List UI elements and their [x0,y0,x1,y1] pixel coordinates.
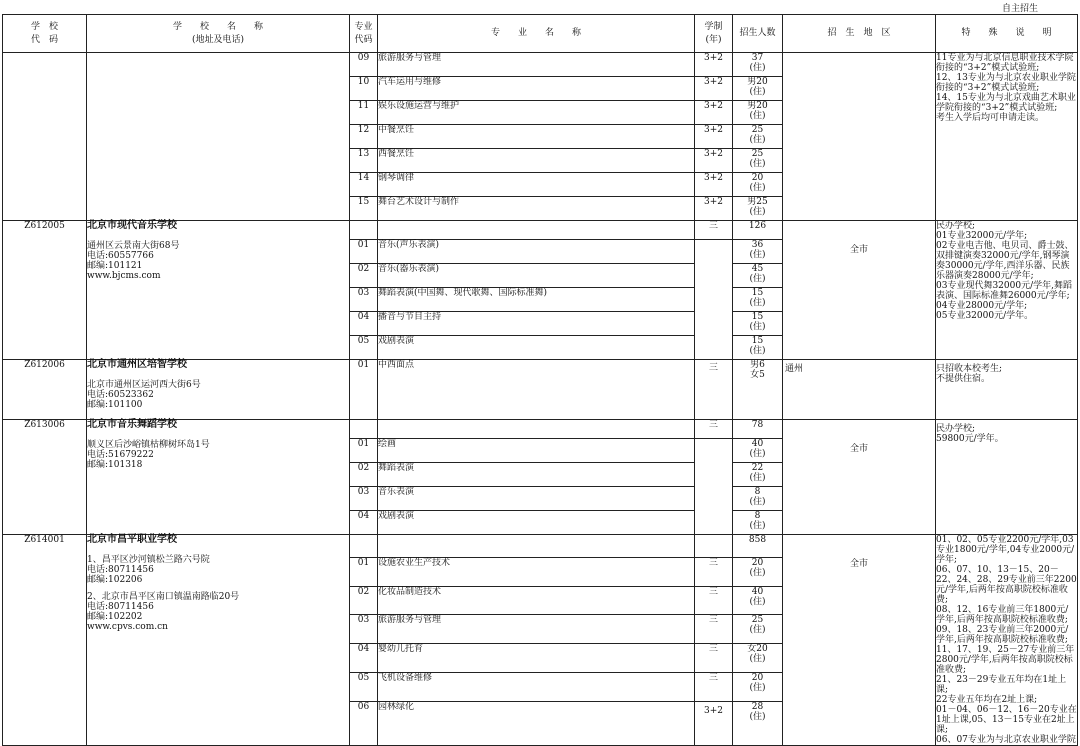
major-code: 04 [350,312,378,336]
duration: 三 [695,221,733,240]
region: 全市 [783,221,936,360]
major-code: 13 [350,149,378,173]
header-school-code: 学 校 代 码 [3,15,87,53]
major-name: 汽车运用与维修 [378,77,695,101]
school-header-row [3,420,1078,439]
region-cell [783,53,936,221]
major-name: 绘画 [378,439,695,463]
school-code: Z612006 [3,360,87,420]
enrollment-count: 40 (住) [733,586,783,615]
enrollment-count: 28 (住) [733,701,783,745]
major-name: 舞蹈表演(中国舞、现代歌舞、国际标准舞) [378,288,695,312]
major-code: 01 [350,439,378,463]
header-major-code: 专业 代码 [350,15,378,53]
enrollment-count: 40 (住) [733,439,783,463]
enrollment-count: 8 (住) [733,487,783,511]
major-name: 化妆品制造技术 [378,586,695,615]
major-name: 钢琴调律 [378,173,695,197]
enrollment-count: 8 (住) [733,511,783,535]
school-name: 北京市现代音乐学校 [87,220,177,231]
enrollment-count: 男20 (住) [733,101,783,125]
duration: 三 [695,615,733,644]
school-code: Z614001 [3,535,87,746]
major-name: 娱乐设施运营与维护 [378,101,695,125]
notes-cell: 民办学校; 01专业32000元/学年; 02专业电吉他、电贝司、爵士鼓、双排键演奏32000元/学年,钢琴演奏30000元/学年,西洋乐器、民族乐器演奏28000元/学年; 03专业现代舞32000元/学年,舞蹈表演、国际标准舞26000元/学年; 04专业28000元/学年; 05专业32000元/学年。 [936,221,1078,360]
enrollment-count: 15 (住) [733,312,783,336]
school-info: 北京市通州区培智学校 北京市通州区运河西大街6号 电话:60523362 邮编:101100 [87,360,350,420]
duration: 3+2 [695,149,733,173]
header-region: 招 生 地 区 [783,15,936,53]
enrollment-count: 25 (住) [733,149,783,173]
major-code: 10 [350,77,378,101]
major-name: 音乐(声乐表演) [378,240,695,264]
enrollment-count: 22 (住) [733,463,783,487]
enrollment-count: 女20 (住) [733,644,783,673]
school-header-row [3,535,1078,558]
enrollment-total: 126 [733,221,783,240]
major-name: 园林绿化 [378,701,695,745]
major-code: 03 [350,288,378,312]
major-name: 飞机设备维修 [378,672,695,701]
school-name: 北京市通州区培智学校 [87,359,187,370]
duration: 三 [695,586,733,615]
major-name: 音乐(器乐表演) [378,264,695,288]
duration: 三 [695,557,733,586]
notes-cell: 民办学校; 59800元/学年。 [936,420,1078,535]
enrollment-total: 858 [733,535,783,558]
major-name: 西餐烹饪 [378,149,695,173]
header-duration: 学制 (年) [695,15,733,53]
school-info: 北京市音乐舞蹈学校 顺义区后沙峪镇枯柳树环岛1号 电话:51679222 邮编:101318 [87,420,350,535]
duration: 3+2 [695,125,733,149]
major-code: 14 [350,173,378,197]
major-code: 05 [350,336,378,360]
enrollment-count: 男6 女5 [733,360,783,420]
header-row [3,15,1078,53]
duration: 三 [695,644,733,673]
major-code: 09 [350,53,378,77]
school-name-cell [87,53,350,221]
header-notes: 特 殊 说 明 [936,15,1078,53]
school-name: 北京市音乐舞蹈学校 [87,419,177,430]
notes-cell: 11专业为与北京信息职业技术学院衔接的“3+2”模式试验班; 12、13专业为与北京农业职业学院衔接的“3+2”模式试验班; 14、15专业为与北京戏曲艺术职业学院衔接的“3+2”模式试验班; 考生入学后均可申请走读。 [936,53,1078,221]
duration: 3+2 [695,77,733,101]
major-name: 婴幼儿托育 [378,644,695,673]
duration: 3+2 [695,53,733,77]
region: 通州 [783,360,936,420]
enrollment-count: 男20 (住) [733,77,783,101]
duration: 三 [695,420,733,439]
table-row [3,360,1078,420]
major-code: 04 [350,511,378,535]
duration: 3+2 [695,197,733,221]
school-name: 北京市昌平职业学校 [87,534,177,545]
major-code: 11 [350,101,378,125]
enrollment-count: 36 (住) [733,240,783,264]
notes-cell: 01、02、05专业2200元/学年,03专业1800元/学年,04专业2000元/学年; 06、07、10、13－15、20－22、24、28、29专业前三年2200元/学年,后两年按高职院校标准收费; 08、12、16专业前三年1800元/学年,后两年按高职院校标准收费; 09、18、23专业前三年2000元/学年,后两年按高职院校标准收费; 11、17、19、25－27专业前三年2800元/学年,后两年按高职院校标准收费; 21、23－29专业五年均在1址上课; 22专业五年均在2址上课; 01－04、06－12、16－20专业在1址上课,05、13－15专业在2址上课; 06、07专业为与北京农业职业学院 [936,535,1077,745]
enrollment-count: 25 (住) [733,125,783,149]
enrollment-count: 15 (住) [733,336,783,360]
major-name: 设施农业生产技术 [378,557,695,586]
school-code: Z613006 [3,420,87,535]
enrollment-count: 男25 (住) [733,197,783,221]
major-code: 03 [350,615,378,644]
major-code: 12 [350,125,378,149]
major-code: 04 [350,644,378,673]
major-code: 02 [350,264,378,288]
region: 全市 [783,535,936,746]
enrollment-count: 20 (住) [733,173,783,197]
header-major-name: 专 业 名 称 [378,15,695,53]
region: 全市 [783,420,936,535]
major-code: 03 [350,487,378,511]
major-name: 中西面点 [378,360,695,420]
page-tag: 自主招生 [1001,4,1038,14]
admissions-table [2,14,1078,746]
major-name: 中餐烹饪 [378,125,695,149]
major-name: 戏剧表演 [378,336,695,360]
major-name: 戏剧表演 [378,511,695,535]
major-name: 舞台艺术设计与制作 [378,197,695,221]
major-code: 05 [350,672,378,701]
major-name: 旅游服务与管理 [378,615,695,644]
major-code: 15 [350,197,378,221]
duration: 三 [695,672,733,701]
major-code: 06 [350,701,378,745]
school-code-cell [3,53,87,221]
school-info: 北京市现代音乐学校 通州区云景南大街68号 电话:60557766 邮编:101121 www.bjcms.com [87,221,350,360]
enrollment-total: 78 [733,420,783,439]
major-name: 音乐表演 [378,487,695,511]
duration: 三 [695,360,733,420]
table-row [3,53,1078,77]
major-code: 01 [350,360,378,420]
enrollment-count: 15 (住) [733,288,783,312]
major-code: 01 [350,240,378,264]
major-code: 02 [350,463,378,487]
major-name: 旅游服务与管理 [378,53,695,77]
major-name: 舞蹈表演 [378,463,695,487]
enrollment-count: 20 (住) [733,672,783,701]
enrollment-count: 45 (住) [733,264,783,288]
duration: 3+2 [695,701,733,745]
major-name: 播音与节目主持 [378,312,695,336]
enrollment-count: 25 (住) [733,615,783,644]
header-enrollment: 招生人数 [733,15,783,53]
duration: 3+2 [695,173,733,197]
duration: 3+2 [695,101,733,125]
major-code: 02 [350,586,378,615]
enrollment-count: 20 (住) [733,557,783,586]
header-school-name: 学 校 名 称 (地址及电话) [87,15,350,53]
major-code: 01 [350,557,378,586]
school-info: 北京市昌平职业学校 1、昌平区沙河镇松兰路六号院 电话:80711456 邮编:102206 2、北京市昌平区南口镇温南路临20号 电话:80711456 邮编:102202 www.cpvs.com.cn [87,535,350,746]
school-header-row [3,221,1078,240]
school-code: Z612005 [3,221,87,360]
enrollment-count: 37 (住) [733,53,783,77]
notes-cell: 只招收本校考生; 不提供住宿。 [936,360,1078,420]
